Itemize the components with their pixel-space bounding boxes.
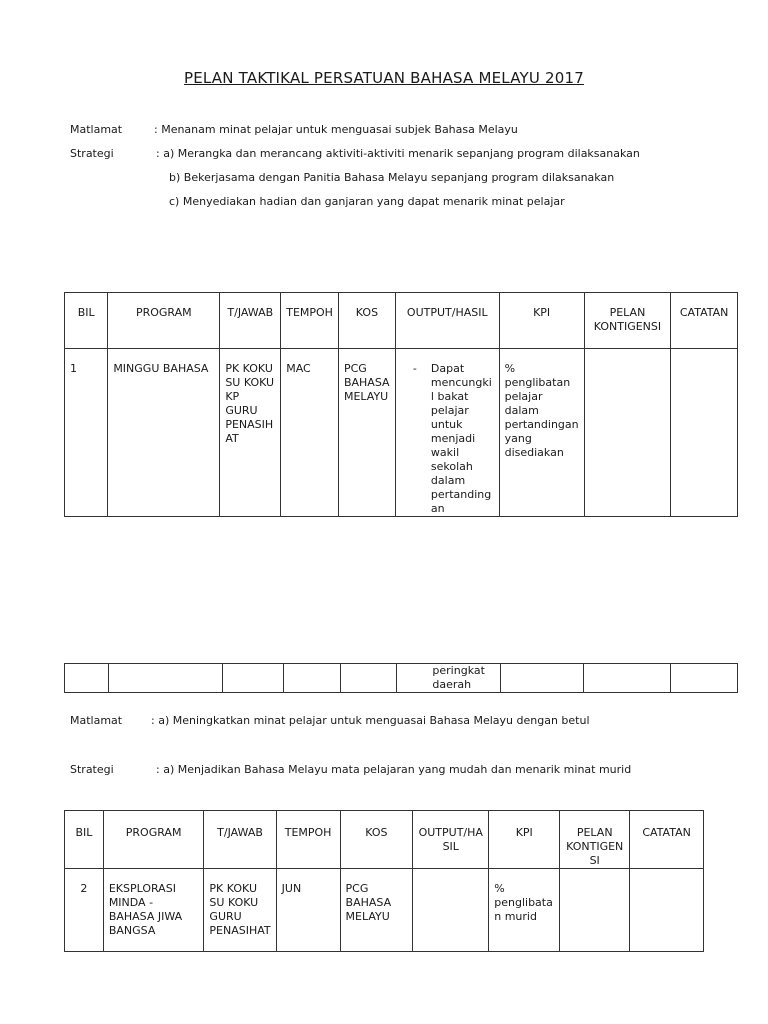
header-pelan: PELAN KONTIGEN SI: [560, 811, 630, 869]
matlamat-2-label: Matlamat: [70, 714, 123, 727]
page-title: PELAN TAKTIKAL PERSATUAN BAHASA MELAYU 2017: [183, 69, 584, 87]
strategi-a: : a) Merangka dan merancang aktiviti-aktiviti menarik sepanjang program dilaksanakan: [156, 147, 640, 160]
table-header-row: [65, 293, 738, 349]
cell-tjawab: PK KOKU SU KOKU GURU PENASIHAT: [204, 869, 276, 952]
cell-kos: PCG BAHASA MELAYU: [338, 349, 395, 517]
cell-pelan: [560, 869, 630, 952]
cell-tempoh: MAC: [281, 349, 339, 517]
header-tempoh: TEMPOH: [281, 293, 339, 349]
table-row: [65, 664, 738, 693]
header-pelan: PELAN KONTIGENSI: [584, 293, 671, 349]
program-table-2: [64, 810, 704, 952]
header-bil: BIL: [65, 293, 108, 349]
program-table-1-continuation: [64, 663, 738, 693]
header-catatan: CATATAN: [671, 293, 738, 349]
matlamat-2-text: : a) Meningkatkan minat pelajar untuk menguasai Bahasa Melayu dengan betul: [151, 714, 590, 727]
header-tempoh: TEMPOH: [276, 811, 340, 869]
header-output: OUTPUT/HA SIL: [413, 811, 489, 869]
header-catatan: CATATAN: [630, 811, 704, 869]
cell-kpi: % penglibatan pelajar dalam pertandingan yang disediakan: [499, 349, 584, 517]
table-header-row: [65, 811, 704, 869]
cell-bil: 2: [65, 869, 104, 952]
cell-pelan: [584, 349, 671, 517]
cell-kos: PCG BAHASA MELAYU: [340, 869, 413, 952]
cell-output: [413, 869, 489, 952]
header-output: OUTPUT/HASIL: [395, 293, 499, 349]
cell-program: EKSPLORASI MINDA - BAHASA JIWA BANGSA: [103, 869, 204, 952]
header-tjawab: T/JAWAB: [220, 293, 281, 349]
strategi-2-label: Strategi: [70, 763, 114, 776]
cell-program: MINGGU BAHASA: [108, 349, 220, 517]
cell-catatan: [671, 349, 738, 517]
strategi-2-text: : a) Menjadikan Bahasa Melayu mata pelajaran yang mudah dan menarik minat murid: [156, 763, 632, 776]
header-kos: KOS: [338, 293, 395, 349]
header-program: PROGRAM: [103, 811, 204, 869]
cell-bil: 1: [65, 349, 108, 517]
cell-catatan: [630, 869, 704, 952]
strategi-c: c) Menyediakan hadian dan ganjaran yang dapat menarik minat pelajar: [169, 195, 565, 208]
strategi-b: b) Bekerjasama dengan Panitia Bahasa Melayu sepanjang program dilaksanakan: [169, 171, 615, 184]
cell-kpi: % penglibata n murid: [489, 869, 560, 952]
cell-tjawab: PK KOKU SU KOKU KP GURU PENASIH AT: [220, 349, 281, 517]
matlamat-text: : Menanam minat pelajar untuk menguasai subjek Bahasa Melayu: [154, 123, 518, 136]
program-table-1: [64, 292, 738, 517]
header-program: PROGRAM: [108, 293, 220, 349]
cell-tempoh: JUN: [276, 869, 340, 952]
bullet-dash: -: [412, 362, 417, 375]
header-tjawab: T/JAWAB: [204, 811, 276, 869]
header-kpi: KPI: [489, 811, 560, 869]
header-kpi: KPI: [499, 293, 584, 349]
matlamat-label: Matlamat: [70, 123, 123, 136]
table-row: [65, 869, 704, 952]
cell-output-continuation: peringkat daerah: [397, 664, 501, 693]
strategi-label: Strategi: [70, 147, 114, 160]
header-kos: KOS: [340, 811, 413, 869]
cell-output: - Dapat mencungki l bakat pelajar untuk menjadi wakil sekolah dalam pertanding an: [395, 349, 499, 517]
table-row: [65, 349, 738, 517]
header-bil: BIL: [65, 811, 104, 869]
